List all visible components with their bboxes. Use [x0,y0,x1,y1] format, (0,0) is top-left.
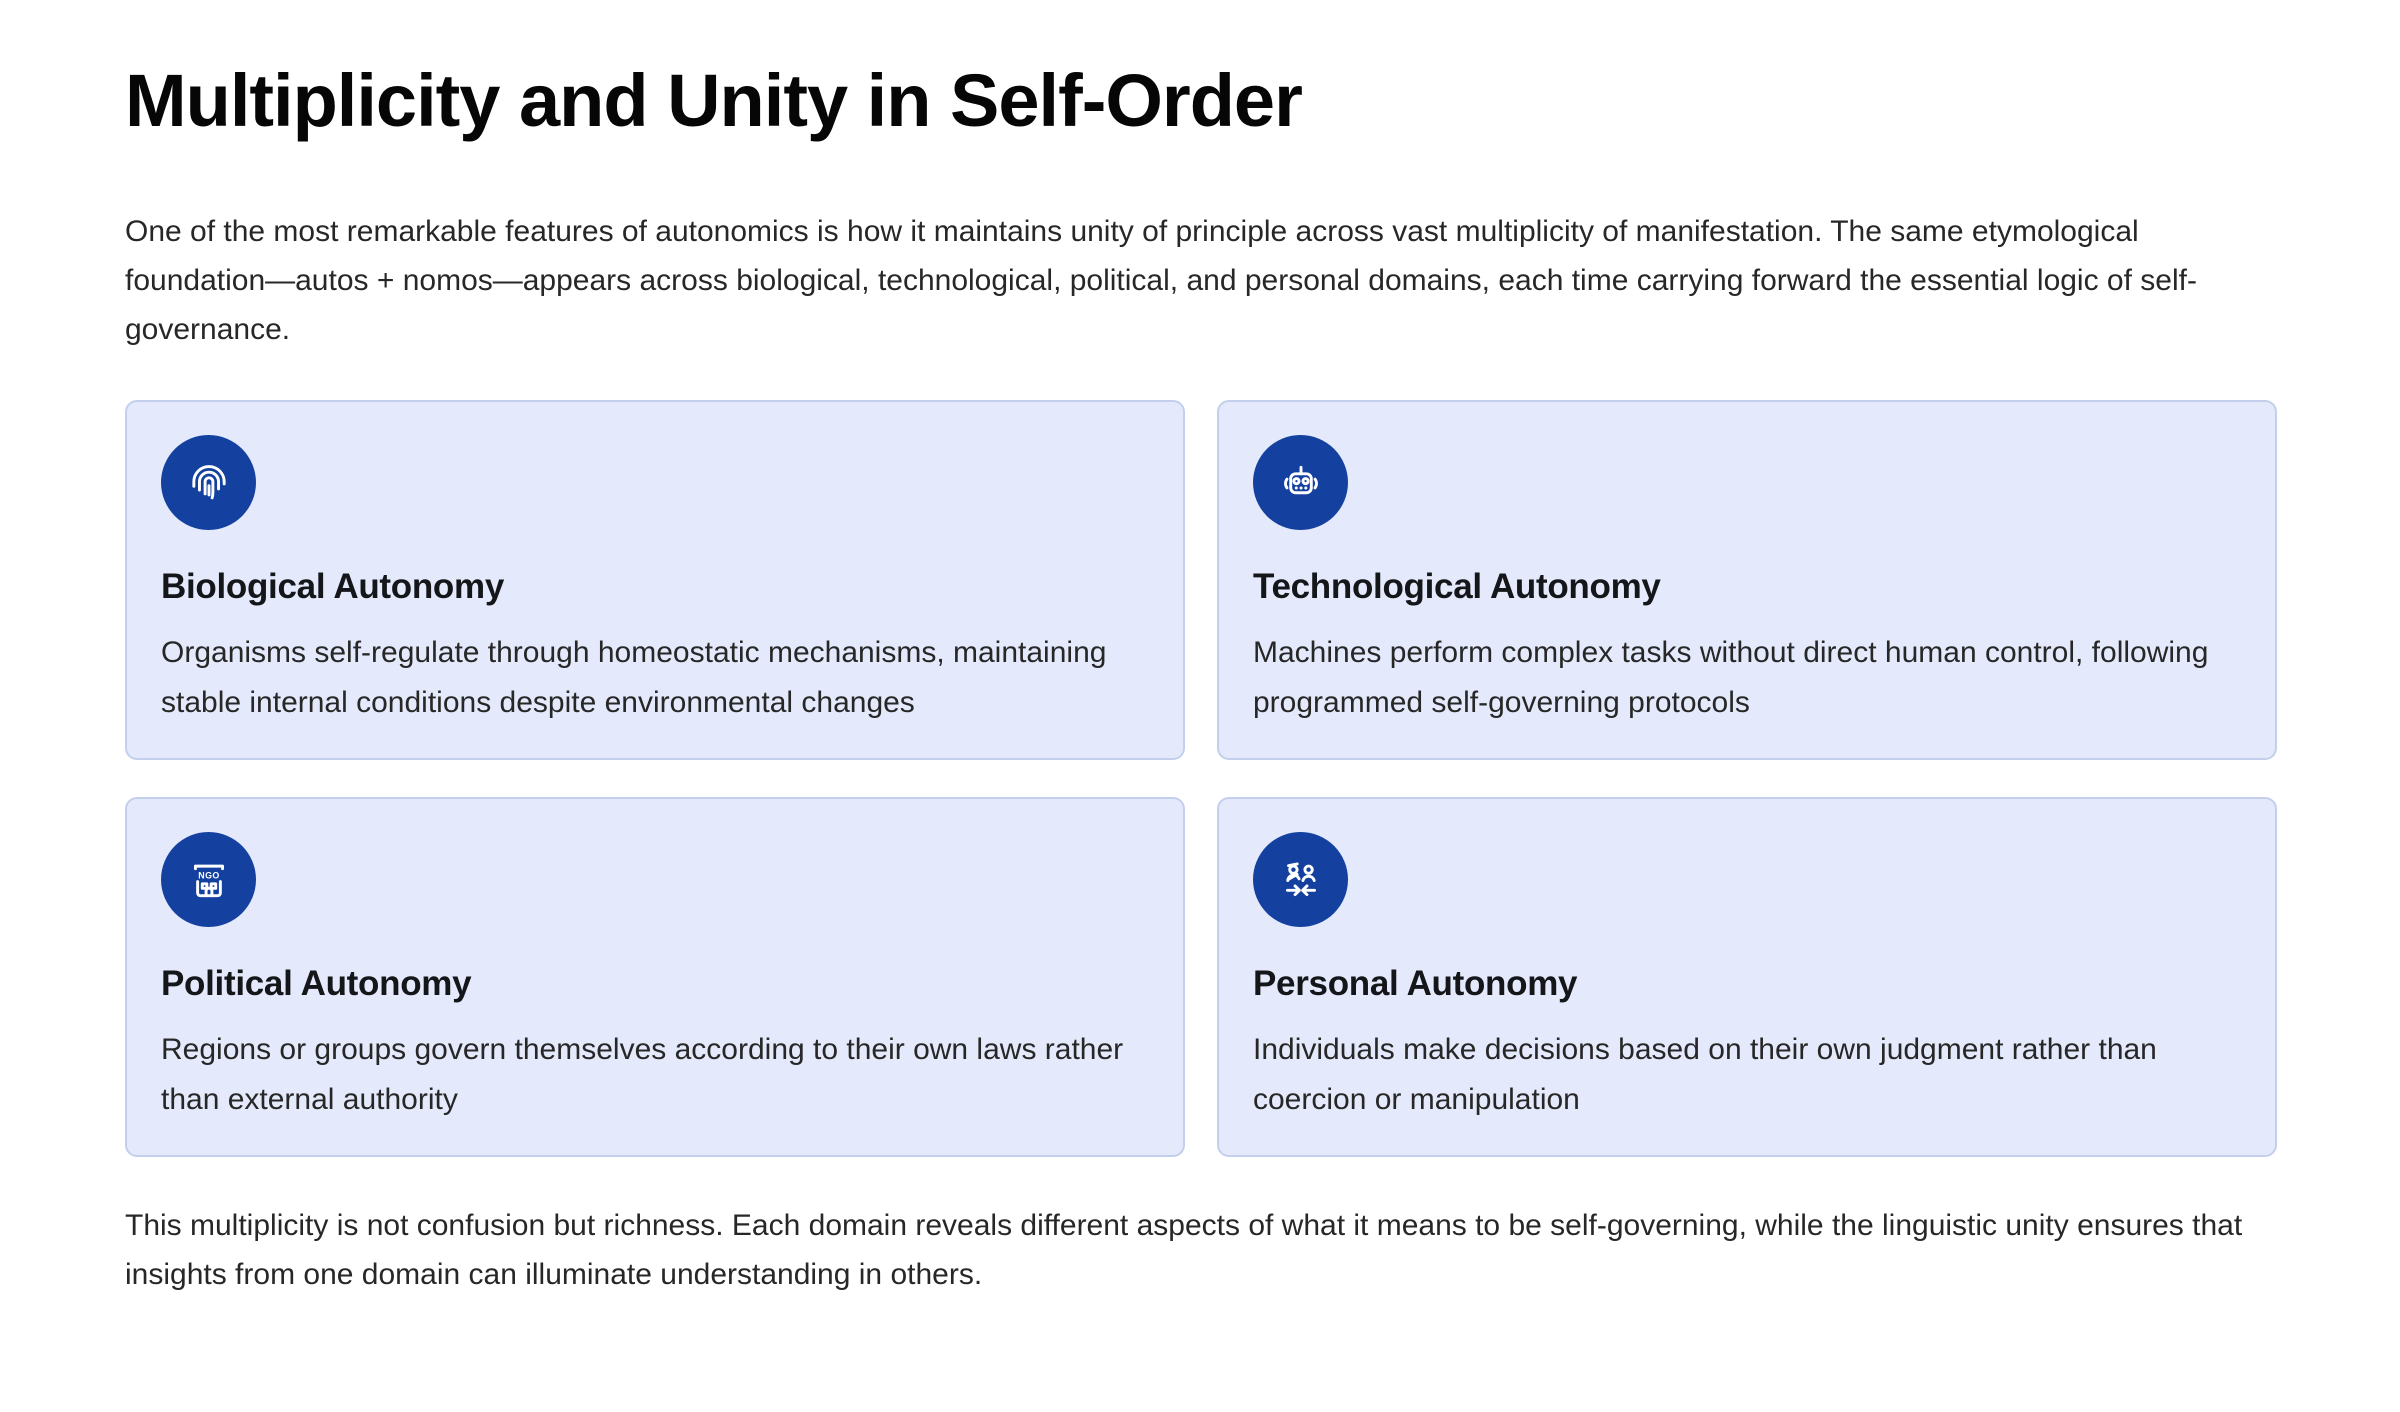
card-body: Individuals make decisions based on their own judgment rather than coercion or manipulation [1253,1033,2157,1117]
card-technological-autonomy [1217,400,2277,760]
card-body: Regions or groups govern themselves according to their own laws rather than external authority [161,1033,1124,1117]
ngo-building-icon [161,832,256,927]
card-title: Biological Autonomy [161,567,505,607]
card-title: Technological Autonomy [1253,567,1661,607]
fingerprint-icon [161,435,256,530]
ngo-icon-label: NGO [197,870,220,881]
page-title: Multiplicity and Unity in Self-Order [125,59,1302,142]
card-body: Machines perform complex tasks without direct human control, following programmed self-governing protocols [1253,636,2209,720]
card-title: Political Autonomy [161,964,472,1004]
card-title: Personal Autonomy [1253,964,1578,1004]
card-body: Organisms self-regulate through homeostatic mechanisms, maintaining stable internal conditions despite environmental changes [161,636,1107,720]
people-facing-arrows-icon [1253,832,1348,927]
card-personal-autonomy [1217,797,2277,1157]
robot-icon [1253,435,1348,530]
autonomy-cards-grid [125,400,2277,1157]
intro-paragraph: One of the most remarkable features of autonomics is how it maintains unity of principle across vast multiplicity of manifestation. The same etymological foundation—autos + nomos—appears across biological, technological, political, and personal domains, each time carrying forward the essential logic of self-governance. [125,215,2197,347]
card-political-autonomy [125,797,1185,1157]
outro-paragraph: This multiplicity is not confusion but richness. Each domain reveals different aspects of what it means to be self-governing, while the linguistic unity ensures that insights from one domain can illuminate understanding in others. [125,1209,2243,1292]
card-biological-autonomy [125,400,1185,760]
